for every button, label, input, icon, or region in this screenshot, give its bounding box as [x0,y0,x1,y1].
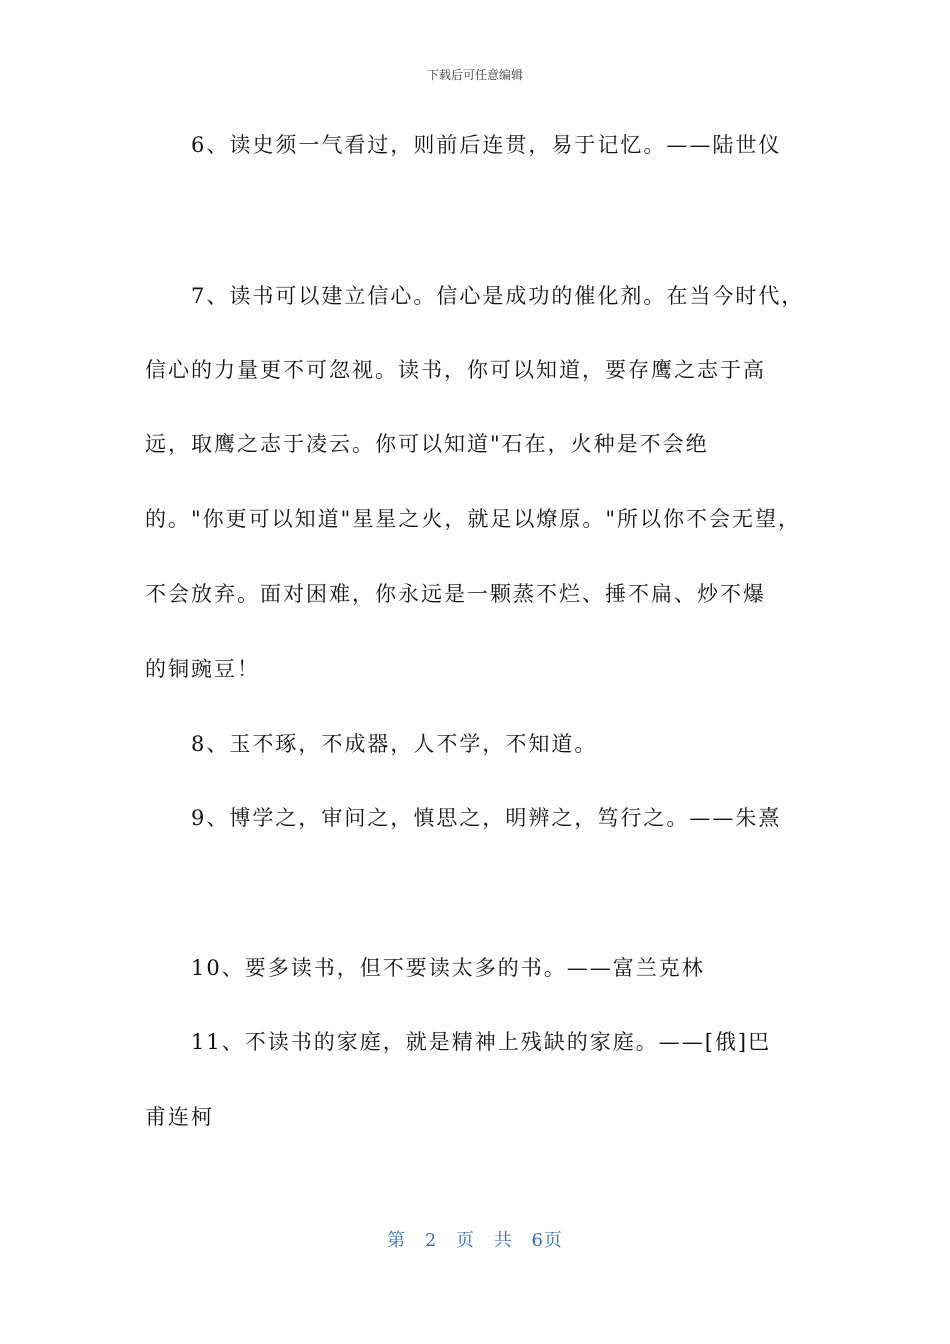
quote-7-line-2: 信心的力量更不可忽视。读书，你可以知道，要存鹰之志于高 [145,358,766,382]
quote-11-line-1: 11、不读书的家庭，就是精神上残缺的家庭。——[俄]巴 [191,1030,772,1054]
footer-label-di: 第 [387,1230,407,1251]
footer-total-pages: 6页 [531,1230,563,1251]
header-note: 下载后可任意编辑 [426,68,523,82]
quote-7-line-4: 的。"你更可以知道"星星之火，就足以燎原。"所以你不会无望， [145,507,801,531]
quote-6: 6、读史须一气看过，则前后连贯，易于记忆。——陆世仪 [191,133,782,157]
page-footer [0,1226,950,1252]
quote-11-line-2: 甫连柯 [145,1105,214,1129]
quote-7-line-3: 远，取鹰之志于凌云。你可以知道"石在，火种是不会绝 [145,432,709,456]
footer-label-gong: 共 [493,1230,513,1251]
quote-8: 8、玉不琢，不成器，人不学，不知道。 [191,732,598,756]
quote-9: 9、博学之，审问之，慎思之，明辨之，笃行之。——朱熹 [191,806,782,830]
quote-7-line-1: 7、读书可以建立信心。信心是成功的催化剂。在当今时代， [191,284,805,308]
quote-7-line-6: 的铜豌豆！ [145,657,260,681]
quote-7-line-5: 不会放弃。面对困难，你永远是一颗蒸不烂、捶不扁、炒不爆 [145,582,766,606]
footer-current-page: 2 [424,1230,438,1251]
quote-10: 10、要多读书，但不要读太多的书。——富兰克林 [191,956,705,980]
footer-label-ye: 页 [456,1230,475,1251]
